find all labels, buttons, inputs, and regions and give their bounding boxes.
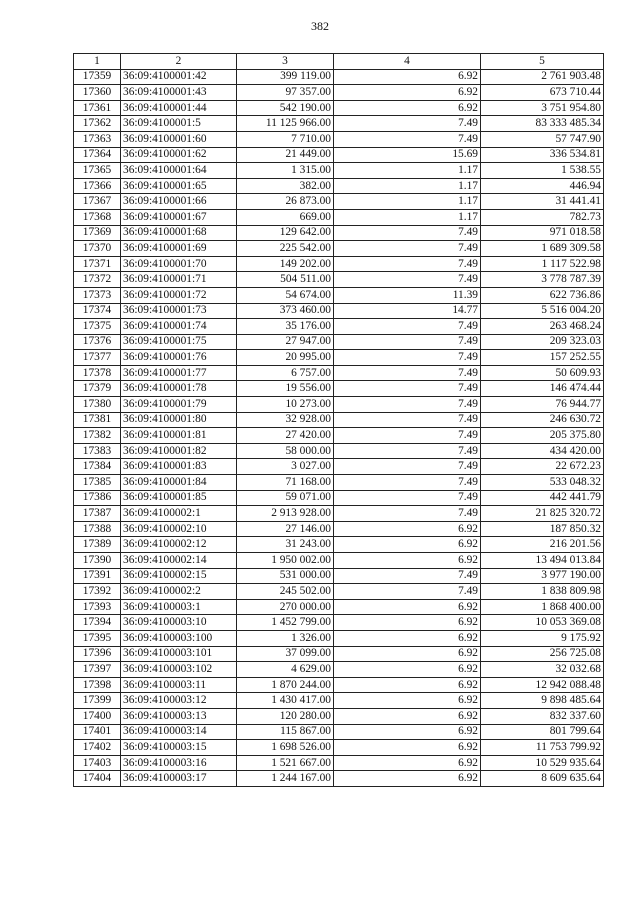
area-cell: 245 502.00 — [237, 584, 334, 600]
table-row — [74, 241, 604, 257]
rate-cell: 6.92 — [334, 724, 481, 740]
rate-cell: 6.92 — [334, 771, 481, 787]
table-row — [74, 693, 604, 709]
value-cell: 10 053 369.08 — [481, 615, 604, 631]
cadastral-number-cell: 36:09:4100003:1 — [121, 599, 237, 615]
area-cell: 399 119.00 — [237, 69, 334, 85]
value-cell: 8 609 635.64 — [481, 771, 604, 787]
cadastral-number-cell: 36:09:4100003:100 — [121, 630, 237, 646]
row-number-cell: 17393 — [74, 599, 121, 615]
cadastral-number-cell: 36:09:4100001:84 — [121, 475, 237, 491]
area-cell: 1 244 167.00 — [237, 771, 334, 787]
cadastral-number-cell: 36:09:4100002:15 — [121, 568, 237, 584]
table-row — [74, 381, 604, 397]
area-cell: 129 642.00 — [237, 225, 334, 241]
cadastral-number-cell: 36:09:4100001:80 — [121, 412, 237, 428]
table-row — [74, 272, 604, 288]
table-row — [74, 287, 604, 303]
value-cell: 205 375.80 — [481, 428, 604, 444]
rate-cell: 7.49 — [334, 225, 481, 241]
table-row — [74, 630, 604, 646]
table-row — [74, 521, 604, 537]
rate-cell: 6.92 — [334, 708, 481, 724]
value-cell: 1 868 400.00 — [481, 599, 604, 615]
value-cell: 832 337.60 — [481, 708, 604, 724]
area-cell: 1 430 417.00 — [237, 693, 334, 709]
cadastral-number-cell: 36:09:4100001:75 — [121, 334, 237, 350]
cadastral-number-cell: 36:09:4100001:83 — [121, 459, 237, 475]
row-number-cell: 17387 — [74, 506, 121, 522]
row-number-cell: 17390 — [74, 553, 121, 569]
area-cell: 54 674.00 — [237, 287, 334, 303]
value-cell: 3 778 787.39 — [481, 272, 604, 288]
table-row — [74, 615, 604, 631]
rate-cell: 6.92 — [334, 521, 481, 537]
value-cell: 9 898 485.64 — [481, 693, 604, 709]
rate-cell: 7.49 — [334, 381, 481, 397]
rate-cell: 6.92 — [334, 677, 481, 693]
rate-cell: 6.92 — [334, 85, 481, 101]
rate-cell: 6.92 — [334, 630, 481, 646]
area-cell: 1 315.00 — [237, 163, 334, 179]
cadastral-number-cell: 36:09:4100003:10 — [121, 615, 237, 631]
row-number-cell: 17375 — [74, 319, 121, 335]
cadastral-number-cell: 36:09:4100001:74 — [121, 319, 237, 335]
value-cell: 622 736.86 — [481, 287, 604, 303]
rate-cell: 1.17 — [334, 163, 481, 179]
rate-cell: 7.49 — [334, 319, 481, 335]
area-cell: 32 928.00 — [237, 412, 334, 428]
value-cell: 442 441.79 — [481, 490, 604, 506]
cadastral-number-cell: 36:09:4100001:65 — [121, 178, 237, 194]
value-cell: 31 441.41 — [481, 194, 604, 210]
row-number-cell: 17363 — [74, 131, 121, 147]
area-cell: 59 071.00 — [237, 490, 334, 506]
header-cell-2: 2 — [121, 54, 237, 70]
area-cell: 6 757.00 — [237, 365, 334, 381]
value-cell: 3 751 954.80 — [481, 100, 604, 116]
value-cell: 22 672.23 — [481, 459, 604, 475]
area-cell: 1 698 526.00 — [237, 740, 334, 756]
table-row — [74, 708, 604, 724]
value-cell: 9 175.92 — [481, 630, 604, 646]
table-row — [74, 412, 604, 428]
cadastral-number-cell: 36:09:4100002:1 — [121, 506, 237, 522]
value-cell: 256 725.08 — [481, 646, 604, 662]
row-number-cell: 17380 — [74, 397, 121, 413]
row-number-cell: 17391 — [74, 568, 121, 584]
value-cell: 434 420.00 — [481, 443, 604, 459]
row-number-cell: 17401 — [74, 724, 121, 740]
table-row — [74, 724, 604, 740]
area-cell: 3 027.00 — [237, 459, 334, 475]
area-cell: 1 326.00 — [237, 630, 334, 646]
cadastral-number-cell: 36:09:4100001:66 — [121, 194, 237, 210]
row-number-cell: 17394 — [74, 615, 121, 631]
value-cell: 10 529 935.64 — [481, 755, 604, 771]
cadastral-number-cell: 36:09:4100002:12 — [121, 537, 237, 553]
area-cell: 19 556.00 — [237, 381, 334, 397]
row-number-cell: 17389 — [74, 537, 121, 553]
row-number-cell: 17382 — [74, 428, 121, 444]
value-cell: 146 474.44 — [481, 381, 604, 397]
row-number-cell: 17378 — [74, 365, 121, 381]
area-cell: 27 420.00 — [237, 428, 334, 444]
value-cell: 12 942 088.48 — [481, 677, 604, 693]
table-row — [74, 755, 604, 771]
row-number-cell: 17381 — [74, 412, 121, 428]
value-cell: 1 838 809.98 — [481, 584, 604, 600]
value-cell: 5 516 004.20 — [481, 303, 604, 319]
area-cell: 382.00 — [237, 178, 334, 194]
cadastral-number-cell: 36:09:4100001:71 — [121, 272, 237, 288]
table-row — [74, 334, 604, 350]
cadastral-number-cell: 36:09:4100002:14 — [121, 553, 237, 569]
cadastral-number-cell: 36:09:4100003:102 — [121, 662, 237, 678]
table-row — [74, 677, 604, 693]
rate-cell: 7.49 — [334, 506, 481, 522]
row-number-cell: 17367 — [74, 194, 121, 210]
area-cell: 27 947.00 — [237, 334, 334, 350]
row-number-cell: 17396 — [74, 646, 121, 662]
cadastral-number-cell: 36:09:4100001:77 — [121, 365, 237, 381]
cadastral-number-cell: 36:09:4100003:101 — [121, 646, 237, 662]
table-body — [74, 69, 604, 786]
land-plot-table — [73, 53, 604, 787]
row-number-cell: 17384 — [74, 459, 121, 475]
row-number-cell: 17404 — [74, 771, 121, 787]
row-number-cell: 17399 — [74, 693, 121, 709]
cadastral-number-cell: 36:09:4100001:79 — [121, 397, 237, 413]
rate-cell: 7.49 — [334, 428, 481, 444]
value-cell: 216 201.56 — [481, 537, 604, 553]
table-row — [74, 69, 604, 85]
cadastral-number-cell: 36:09:4100001:85 — [121, 490, 237, 506]
rate-cell: 1.17 — [334, 194, 481, 210]
table-row — [74, 147, 604, 163]
value-cell: 801 799.64 — [481, 724, 604, 740]
area-cell: 7 710.00 — [237, 131, 334, 147]
rate-cell: 7.49 — [334, 272, 481, 288]
rate-cell: 7.49 — [334, 412, 481, 428]
cadastral-number-cell: 36:09:4100001:64 — [121, 163, 237, 179]
area-cell: 542 190.00 — [237, 100, 334, 116]
table-row — [74, 459, 604, 475]
area-cell: 37 099.00 — [237, 646, 334, 662]
area-cell: 21 449.00 — [237, 147, 334, 163]
table-row — [74, 319, 604, 335]
area-cell: 669.00 — [237, 209, 334, 225]
row-number-cell: 17386 — [74, 490, 121, 506]
rate-cell: 6.92 — [334, 553, 481, 569]
cadastral-number-cell: 36:09:4100003:11 — [121, 677, 237, 693]
area-cell: 115 867.00 — [237, 724, 334, 740]
header-cell-3: 3 — [237, 54, 334, 70]
value-cell: 673 710.44 — [481, 85, 604, 101]
rate-cell: 7.49 — [334, 365, 481, 381]
row-number-cell: 17403 — [74, 755, 121, 771]
table-row — [74, 568, 604, 584]
area-cell: 4 629.00 — [237, 662, 334, 678]
area-cell: 71 168.00 — [237, 475, 334, 491]
table-row — [74, 646, 604, 662]
area-cell: 27 146.00 — [237, 521, 334, 537]
table-row — [74, 100, 604, 116]
table-row — [74, 662, 604, 678]
area-cell: 225 542.00 — [237, 241, 334, 257]
value-cell: 187 850.32 — [481, 521, 604, 537]
value-cell: 533 048.32 — [481, 475, 604, 491]
row-number-cell: 17402 — [74, 740, 121, 756]
rate-cell: 6.92 — [334, 537, 481, 553]
table-row — [74, 163, 604, 179]
area-cell: 35 176.00 — [237, 319, 334, 335]
row-number-cell: 17379 — [74, 381, 121, 397]
row-number-cell: 17361 — [74, 100, 121, 116]
cadastral-number-cell: 36:09:4100001:69 — [121, 241, 237, 257]
rate-cell: 7.49 — [334, 443, 481, 459]
rate-cell: 6.92 — [334, 646, 481, 662]
value-cell: 50 609.93 — [481, 365, 604, 381]
cadastral-number-cell: 36:09:4100002:2 — [121, 584, 237, 600]
area-cell: 2 913 928.00 — [237, 506, 334, 522]
row-number-cell: 17370 — [74, 241, 121, 257]
rate-cell: 7.49 — [334, 334, 481, 350]
row-number-cell: 17374 — [74, 303, 121, 319]
area-cell: 10 273.00 — [237, 397, 334, 413]
area-cell: 373 460.00 — [237, 303, 334, 319]
rate-cell: 7.49 — [334, 397, 481, 413]
cadastral-number-cell: 36:09:4100003:13 — [121, 708, 237, 724]
row-number-cell: 17377 — [74, 350, 121, 366]
rate-cell: 6.92 — [334, 100, 481, 116]
row-number-cell: 17400 — [74, 708, 121, 724]
rate-cell: 7.49 — [334, 475, 481, 491]
table-row — [74, 443, 604, 459]
value-cell: 263 468.24 — [481, 319, 604, 335]
cadastral-number-cell: 36:09:4100001:82 — [121, 443, 237, 459]
cadastral-number-cell: 36:09:4100003:15 — [121, 740, 237, 756]
row-number-cell: 17388 — [74, 521, 121, 537]
value-cell: 157 252.55 — [481, 350, 604, 366]
rate-cell: 6.92 — [334, 69, 481, 85]
area-cell: 97 357.00 — [237, 85, 334, 101]
table-row — [74, 85, 604, 101]
area-cell: 504 511.00 — [237, 272, 334, 288]
area-cell: 11 125 966.00 — [237, 116, 334, 132]
rate-cell: 11.39 — [334, 287, 481, 303]
cadastral-number-cell: 36:09:4100003:17 — [121, 771, 237, 787]
area-cell: 26 873.00 — [237, 194, 334, 210]
area-cell: 58 000.00 — [237, 443, 334, 459]
cadastral-number-cell: 36:09:4100001:81 — [121, 428, 237, 444]
table-row — [74, 225, 604, 241]
rate-cell: 7.49 — [334, 568, 481, 584]
row-number-cell: 17366 — [74, 178, 121, 194]
row-number-cell: 17360 — [74, 85, 121, 101]
rate-cell: 6.92 — [334, 662, 481, 678]
table-row — [74, 506, 604, 522]
value-cell: 446.94 — [481, 178, 604, 194]
value-cell: 11 753 799.92 — [481, 740, 604, 756]
rate-cell: 6.92 — [334, 693, 481, 709]
row-number-cell: 17376 — [74, 334, 121, 350]
row-number-cell: 17385 — [74, 475, 121, 491]
rate-cell: 6.92 — [334, 615, 481, 631]
value-cell: 1 689 309.58 — [481, 241, 604, 257]
value-cell: 782.73 — [481, 209, 604, 225]
table-row — [74, 475, 604, 491]
cadastral-number-cell: 36:09:4100001:42 — [121, 69, 237, 85]
value-cell: 2 761 903.48 — [481, 69, 604, 85]
table-row — [74, 131, 604, 147]
value-cell: 57 747.90 — [481, 131, 604, 147]
cadastral-number-cell: 36:09:4100001:44 — [121, 100, 237, 116]
rate-cell: 6.92 — [334, 599, 481, 615]
cadastral-number-cell: 36:09:4100003:12 — [121, 693, 237, 709]
cadastral-number-cell: 36:09:4100001:43 — [121, 85, 237, 101]
rate-cell: 1.17 — [334, 178, 481, 194]
value-cell: 83 333 485.34 — [481, 116, 604, 132]
row-number-cell: 17373 — [74, 287, 121, 303]
table-row — [74, 537, 604, 553]
area-cell: 1 950 002.00 — [237, 553, 334, 569]
table-row — [74, 209, 604, 225]
page-number: 382 — [311, 19, 329, 33]
area-cell: 149 202.00 — [237, 256, 334, 272]
area-cell: 531 000.00 — [237, 568, 334, 584]
row-number-cell: 17362 — [74, 116, 121, 132]
table-row — [74, 365, 604, 381]
rate-cell: 7.49 — [334, 459, 481, 475]
value-cell: 246 630.72 — [481, 412, 604, 428]
area-cell: 270 000.00 — [237, 599, 334, 615]
cadastral-number-cell: 36:09:4100001:72 — [121, 287, 237, 303]
value-cell: 21 825 320.72 — [481, 506, 604, 522]
cadastral-number-cell: 36:09:4100001:67 — [121, 209, 237, 225]
area-cell: 20 995.00 — [237, 350, 334, 366]
value-cell: 13 494 013.84 — [481, 553, 604, 569]
table-header — [74, 54, 604, 70]
rate-cell: 7.49 — [334, 116, 481, 132]
row-number-cell: 17383 — [74, 443, 121, 459]
row-number-cell: 17359 — [74, 69, 121, 85]
row-number-cell: 17392 — [74, 584, 121, 600]
table-row — [74, 116, 604, 132]
header-cell-5: 5 — [481, 54, 604, 70]
cadastral-number-cell: 36:09:4100001:60 — [121, 131, 237, 147]
cadastral-number-cell: 36:09:4100003:16 — [121, 755, 237, 771]
cadastral-number-cell: 36:09:4100003:14 — [121, 724, 237, 740]
area-cell: 1 870 244.00 — [237, 677, 334, 693]
rate-cell: 7.49 — [334, 350, 481, 366]
table-row — [74, 740, 604, 756]
cadastral-number-cell: 36:09:4100001:62 — [121, 147, 237, 163]
value-cell: 1 117 522.98 — [481, 256, 604, 272]
rate-cell: 15.69 — [334, 147, 481, 163]
header-cell-4: 4 — [334, 54, 481, 70]
value-cell: 32 032.68 — [481, 662, 604, 678]
table-row — [74, 599, 604, 615]
table-row — [74, 350, 604, 366]
cadastral-number-cell: 36:09:4100001:5 — [121, 116, 237, 132]
row-number-cell: 17368 — [74, 209, 121, 225]
row-number-cell: 17398 — [74, 677, 121, 693]
cadastral-number-cell: 36:09:4100001:76 — [121, 350, 237, 366]
table-row — [74, 194, 604, 210]
row-number-cell: 17395 — [74, 630, 121, 646]
rate-cell: 7.49 — [334, 490, 481, 506]
cadastral-number-cell: 36:09:4100002:10 — [121, 521, 237, 537]
table-row — [74, 256, 604, 272]
table-row — [74, 584, 604, 600]
row-number-cell: 17371 — [74, 256, 121, 272]
area-cell: 31 243.00 — [237, 537, 334, 553]
rate-cell: 6.92 — [334, 755, 481, 771]
header-cell-1: 1 — [74, 54, 121, 70]
value-cell: 971 018.58 — [481, 225, 604, 241]
rate-cell: 1.17 — [334, 209, 481, 225]
table-row — [74, 428, 604, 444]
rate-cell: 14.77 — [334, 303, 481, 319]
rate-cell: 7.49 — [334, 131, 481, 147]
cadastral-number-cell: 36:09:4100001:68 — [121, 225, 237, 241]
row-number-cell: 17369 — [74, 225, 121, 241]
area-cell: 120 280.00 — [237, 708, 334, 724]
cadastral-number-cell: 36:09:4100001:78 — [121, 381, 237, 397]
value-cell: 209 323.03 — [481, 334, 604, 350]
cadastral-number-cell: 36:09:4100001:70 — [121, 256, 237, 272]
value-cell: 1 538.55 — [481, 163, 604, 179]
row-number-cell: 17365 — [74, 163, 121, 179]
table-row — [74, 303, 604, 319]
value-cell: 76 944.77 — [481, 397, 604, 413]
table-row — [74, 490, 604, 506]
row-number-cell: 17372 — [74, 272, 121, 288]
table-row — [74, 178, 604, 194]
row-number-cell: 17397 — [74, 662, 121, 678]
value-cell: 3 977 190.00 — [481, 568, 604, 584]
rate-cell: 6.92 — [334, 740, 481, 756]
table-row — [74, 397, 604, 413]
cadastral-number-cell: 36:09:4100001:73 — [121, 303, 237, 319]
rate-cell: 7.49 — [334, 241, 481, 257]
value-cell: 336 534.81 — [481, 147, 604, 163]
header-row — [74, 54, 604, 70]
table-row — [74, 771, 604, 787]
row-number-cell: 17364 — [74, 147, 121, 163]
rate-cell: 7.49 — [334, 256, 481, 272]
area-cell: 1 452 799.00 — [237, 615, 334, 631]
table-row — [74, 553, 604, 569]
area-cell: 1 521 667.00 — [237, 755, 334, 771]
rate-cell: 7.49 — [334, 584, 481, 600]
